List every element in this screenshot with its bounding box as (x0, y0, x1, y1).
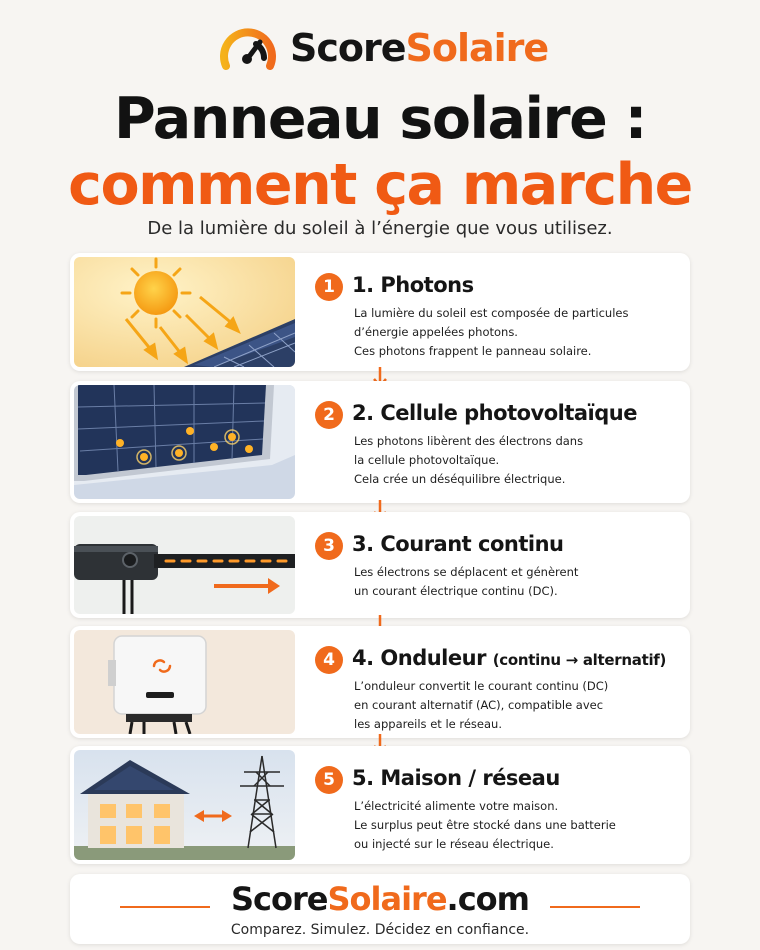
step-title-text: 1. Photons (352, 273, 474, 297)
step-desc-line: L’électricité alimente votre maison. (354, 799, 559, 813)
photovoltaic-cell-illustration (74, 385, 295, 499)
step-description (354, 563, 674, 601)
step-card-4 (70, 626, 690, 738)
step-desc-line: ou injecté sur le réseau électrique. (354, 837, 554, 851)
gauge-icon (216, 18, 280, 78)
step-desc-line: en courant alternatif (AC), compatible avec (354, 698, 604, 712)
brand-name-orange: Solaire (405, 26, 549, 70)
headline-line1: Panneau solaire : (114, 86, 646, 152)
footer-tagline: Comparez. Simulez. Décidez en confiance. (230, 922, 530, 938)
step-card-5 (70, 746, 690, 864)
step-desc-line: Le surplus peut être stocké dans une batterie (354, 818, 616, 832)
footer-banner (70, 874, 690, 944)
step-number-badge: 1 (315, 273, 343, 301)
step-card-3 (70, 512, 690, 618)
step-desc-line: d’énergie appelées photons. (354, 325, 518, 339)
step-card-2 (70, 381, 690, 503)
footer-site-link[interactable] (70, 880, 690, 918)
headline-line2: comment ça marche (68, 152, 692, 218)
step-desc-line: Ces photons frappent le panneau solaire. (354, 344, 592, 358)
step-desc-line: L’onduleur convertit le courant continu (DC) (354, 679, 609, 693)
step-title-text: 5. Maison / réseau (352, 766, 560, 790)
step-title-text: 4. Onduleur (352, 646, 493, 670)
step-desc-line: La lumière du soleil est composée de particules (354, 306, 629, 320)
step-title (352, 646, 666, 670)
step-number-badge: 4 (315, 646, 343, 674)
step-number-badge: 5 (315, 766, 343, 794)
subtitle: De la lumière du soleil à l’énergie que vous utilisez. (147, 218, 613, 239)
step-number-badge: 3 (315, 532, 343, 560)
step-desc-line: les appareils et le réseau. (354, 717, 502, 731)
step-title (352, 766, 560, 790)
house-grid-illustration (74, 750, 295, 860)
direct-current-illustration (74, 516, 295, 614)
step-desc-line: Les électrons se déplacent et génèrent (354, 565, 579, 579)
step-title (352, 401, 637, 425)
step-card-1 (70, 253, 690, 371)
step-title (352, 273, 474, 297)
step-desc-line: Cela crée un déséquilibre électrique. (354, 472, 566, 486)
step-desc-line: la cellule photovoltaïque. (354, 453, 500, 467)
step-description (354, 797, 674, 854)
step-description (354, 432, 674, 489)
step-title-note: (continu → alternatif) (492, 651, 667, 669)
step-title-text: 2. Cellule photovoltaïque (352, 401, 637, 425)
brand-logo (216, 18, 556, 78)
inverter-illustration (74, 630, 295, 734)
step-desc-line: Les photons libèrent des électrons dans (354, 434, 584, 448)
step-title-text: 3. Courant continu (352, 532, 564, 556)
brand-name-dark: Score (290, 26, 406, 70)
footer-site-part: Solaire (327, 880, 447, 918)
brand-name (290, 26, 548, 70)
step-title (352, 532, 563, 556)
step-description (354, 677, 674, 734)
step-number-badge: 2 (315, 401, 343, 429)
footer-site-part: .com (446, 880, 529, 918)
step-desc-line: un courant électrique continu (DC). (354, 584, 558, 598)
step-description (354, 304, 674, 361)
sun-panel-illustration (74, 257, 295, 367)
footer-site-part: Score (231, 880, 328, 918)
